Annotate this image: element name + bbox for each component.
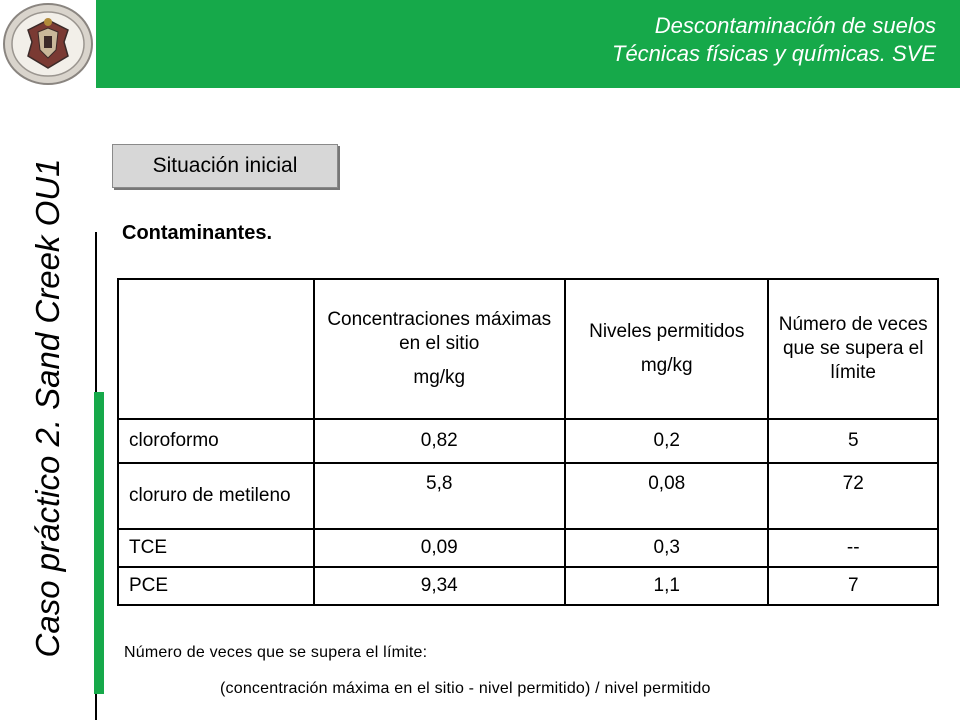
table-cell-times: 72 — [768, 463, 938, 529]
subtitle: Contaminantes. — [122, 222, 273, 244]
header-title-line2: Técnicas físicas y químicas. SVE — [612, 41, 936, 66]
table-header-empty — [118, 279, 314, 419]
table-cell-name: cloruro de metileno — [118, 463, 314, 529]
header-concentration-label: Concentraciones máximas en el sitio — [327, 309, 552, 354]
table-cell-concentration: 5,8 — [314, 463, 565, 529]
table-cell-name: cloroformo — [118, 419, 314, 463]
table-header-times-exceeded — [768, 279, 938, 419]
footnote-label: Número de veces que se supera el límite: — [124, 644, 428, 661]
header-times-exceeded-label: Número de veces que se supera el límite — [778, 314, 928, 383]
table-cell-times: 5 — [768, 419, 938, 463]
table-cell-times: -- — [768, 529, 938, 567]
table-row — [118, 419, 938, 463]
table-cell-concentration: 0,09 — [314, 529, 565, 567]
header-concentration-unit: mg/kg — [413, 367, 466, 388]
footnote-formula: (concentración máxima en el sitio - nivel permitido) / nivel permitido — [220, 680, 711, 697]
table-cell-times: 7 — [768, 567, 938, 605]
contaminants-table — [117, 278, 939, 606]
table-cell-concentration: 9,34 — [314, 567, 565, 605]
table-cell-name: TCE — [118, 529, 314, 567]
table-cell-allowed: 1,1 — [565, 567, 768, 605]
table-header-allowed — [565, 279, 768, 419]
table-cell-allowed: 0,3 — [565, 529, 768, 567]
header-title — [612, 12, 936, 68]
table-cell-allowed: 0,2 — [565, 419, 768, 463]
table-row — [118, 529, 938, 567]
table-header-row — [118, 279, 938, 419]
header-title-line1: Descontaminación de suelos — [654, 13, 936, 38]
header-allowed-unit: mg/kg — [640, 355, 693, 376]
university-seal-icon — [2, 2, 94, 86]
section-label: Situación inicial — [112, 144, 338, 188]
table-cell-concentration: 0,82 — [314, 419, 565, 463]
header-allowed-label: Niveles permitidos — [589, 321, 745, 342]
table-header-concentration — [314, 279, 565, 419]
table-cell-name: PCE — [118, 567, 314, 605]
header-band — [96, 0, 960, 88]
table-row — [118, 463, 938, 529]
table-row — [118, 567, 938, 605]
green-accent-bar — [94, 392, 104, 694]
side-title-text: Caso práctico 2. Sand Creek OU1 — [29, 158, 66, 658]
table-cell-allowed: 0,08 — [565, 463, 768, 529]
